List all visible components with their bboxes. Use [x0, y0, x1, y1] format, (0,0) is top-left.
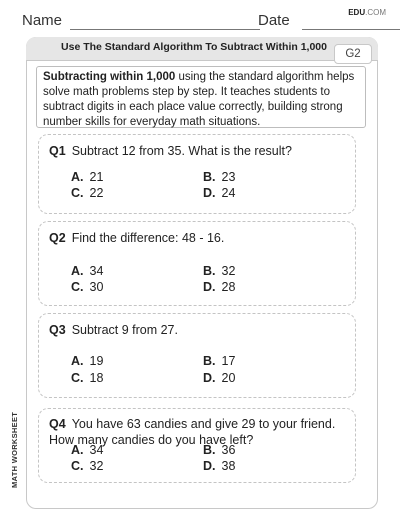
option-b[interactable] [203, 443, 235, 457]
option-letter: D. [203, 459, 216, 473]
question-text: Subtract 12 from 35. What is the result? [71, 144, 292, 158]
brand-logo [348, 8, 386, 17]
option-value: 30 [89, 280, 104, 294]
option-a[interactable] [71, 443, 103, 457]
option-value: 36 [221, 443, 236, 457]
option-letter: B. [203, 443, 216, 457]
question-card-1 [38, 134, 356, 214]
option-letter: B. [203, 264, 216, 278]
option-a[interactable] [71, 170, 103, 184]
option-letter: B. [203, 354, 216, 368]
question-line [49, 322, 349, 338]
question-number: Q1 [49, 144, 66, 158]
worksheet-title: Use The Standard Algorithm To Subtract Within 1,000 [61, 41, 327, 53]
name-label: Name [22, 12, 63, 29]
option-letter: D. [203, 280, 216, 294]
option-value: 32 [221, 264, 236, 278]
option-d[interactable] [203, 280, 235, 294]
option-letter: C. [71, 186, 84, 200]
option-letter: A. [71, 170, 84, 184]
option-b[interactable] [203, 264, 235, 278]
name-field[interactable] [70, 29, 260, 30]
option-a[interactable] [71, 354, 103, 368]
grade-badge: G2 [334, 44, 372, 64]
date-field[interactable] [302, 29, 400, 30]
option-b[interactable] [203, 354, 235, 368]
question-line [49, 230, 349, 246]
brand-suffix: .COM [365, 8, 386, 17]
intro-text: using the standard algorithm helps solve math problems step by step. It teaches students to subtract digits in each place value correctly, building strong number skills for everyday math situations. [43, 71, 355, 128]
option-letter: A. [71, 354, 84, 368]
option-a[interactable] [71, 264, 103, 278]
option-value: 21 [89, 170, 104, 184]
question-number: Q2 [49, 231, 66, 245]
question-card-4 [38, 408, 356, 483]
student-header [22, 12, 382, 34]
option-value: 18 [89, 371, 104, 385]
option-letter: C. [71, 371, 84, 385]
option-d[interactable] [203, 186, 235, 200]
option-d[interactable] [203, 459, 235, 473]
option-b[interactable] [203, 170, 235, 184]
side-label: MATH WORKSHEET [10, 411, 19, 488]
option-letter: A. [71, 443, 84, 457]
option-letter: D. [203, 371, 216, 385]
option-c[interactable] [71, 459, 103, 473]
question-text: Subtract 9 from 27. [71, 323, 178, 337]
option-value: 19 [89, 354, 104, 368]
option-value: 28 [221, 280, 236, 294]
option-c[interactable] [71, 186, 103, 200]
option-value: 38 [221, 459, 236, 473]
question-card-3 [38, 313, 356, 398]
intro-box [36, 66, 366, 128]
brand-main: EDU [348, 8, 366, 17]
option-value: 20 [221, 371, 236, 385]
option-letter: C. [71, 459, 84, 473]
option-value: 34 [89, 443, 104, 457]
option-value: 24 [221, 186, 236, 200]
question-text: Find the difference: 48 - 16. [71, 231, 225, 245]
option-value: 23 [221, 170, 236, 184]
option-letter: D. [203, 186, 216, 200]
intro-bold: Subtracting within 1,000 [43, 71, 176, 83]
option-letter: C. [71, 280, 84, 294]
question-text: You have 63 candies and give 29 to your friend. How many candies do you have left? [49, 417, 336, 447]
option-d[interactable] [203, 371, 235, 385]
question-number: Q3 [49, 323, 66, 337]
option-c[interactable] [71, 280, 103, 294]
option-value: 17 [221, 354, 236, 368]
date-label: Date [258, 12, 290, 29]
option-value: 22 [89, 186, 104, 200]
option-value: 32 [89, 459, 104, 473]
option-value: 34 [89, 264, 104, 278]
question-line [49, 143, 349, 159]
question-card-2 [38, 221, 356, 306]
question-number: Q4 [49, 417, 66, 431]
option-letter: A. [71, 264, 84, 278]
option-c[interactable] [71, 371, 103, 385]
option-letter: B. [203, 170, 216, 184]
